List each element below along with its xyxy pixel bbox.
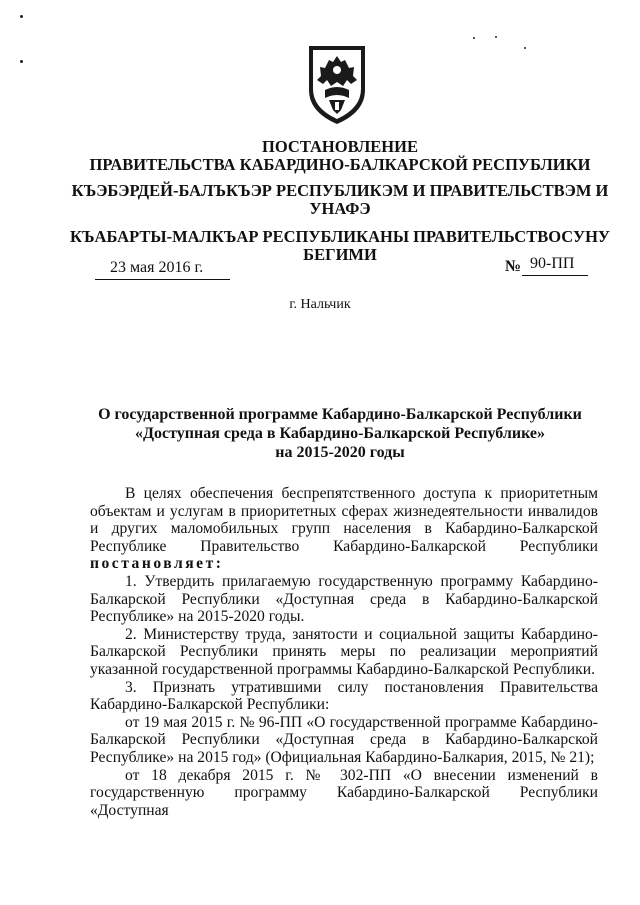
decree-keyword: постановляет: <box>90 555 224 573</box>
decree-title-line1: О государственной программе Кабардино-Балкарской Республики <box>98 406 582 423</box>
clause-2: 2. Министерству труда, занятости и социальной защиты Кабардино-Балкарской Республики принять меры по реализации мероприятий указанной государственной программы Кабардино-Балкарской Республики. <box>90 625 598 678</box>
intro-text: В целях обеспечения беспрепятственного доступа к приоритетным объектам и услугам в приоритетных сферах жизнедеятельности инвалидов и других маломобильных групп населения в Кабардино-Балкарской Республике Правительство Кабардино-Балкарской Республики <box>90 485 598 555</box>
decree-body <box>90 485 598 819</box>
clause-1: 1. Утвердить прилагаемую государственную программу Кабардино-Балкарской Республики «Доступная среда в Кабардино-Балкарской Республике» на 2015-2020 годы. <box>90 572 598 626</box>
government-name: ПРАВИТЕЛЬСТВА КАБАРДИНО-БАЛКАРСКОЙ РЕСПУБЛИКИ <box>89 155 591 174</box>
decree-number: 90-ПП <box>530 255 575 272</box>
balkar-title: КЪАБАРТЫ-МАЛКЪАР РЕСПУБЛИКАНЫ ПРАВИТЕЛЬСТВОСУНУ <box>69 227 611 246</box>
scan-speck <box>20 60 23 63</box>
doc-type-heading: ПОСТАНОВЛЕНИЕ <box>262 137 418 156</box>
intro-paragraph <box>90 485 598 573</box>
kabardian-title-cont: УНАФЭ <box>309 199 371 218</box>
number-sign: № <box>505 258 522 275</box>
scan-speck <box>524 47 526 49</box>
scan-speck <box>20 15 23 18</box>
date-underline <box>95 279 230 280</box>
city-name: г. Нальчик <box>289 297 351 312</box>
scan-speck <box>495 36 497 38</box>
balkar-title-cont: БЕГИМИ <box>303 245 377 264</box>
decree-date: 23 мая 2016 г. <box>110 259 204 276</box>
clause-3-item-2: от 18 декабря 2015 г. № 302-ПП «О внесении изменений в государственную программу Кабардино-Балкарской Республики «Доступная <box>90 766 598 819</box>
coat-of-arms-emblem <box>303 40 371 126</box>
decree-title-line3: на 2015-2020 годы <box>275 444 405 461</box>
number-underline <box>522 275 588 276</box>
clause-3-item-1: от 19 мая 2015 г. № 96-ПП «О государственной программе Кабардино-Балкарской Республики «Доступная среда в Кабардино-Балкарской Республике» на 2015 год» (Официальная Кабардино-Балкария, 2015, № 21); <box>90 713 598 766</box>
scan-speck <box>473 37 475 39</box>
decree-title-line2: «Доступная среда в Кабардино-Балкарской Республике» <box>135 425 545 442</box>
clause-3: 3. Признать утратившими силу постановления Правительства Кабардино-Балкарской Республики: <box>90 678 598 714</box>
kabardian-title: КЪЭБЭРДЕЙ-БАЛЪКЪЭР РЕСПУБЛИКЭМ И ПРАВИТЕЛЬСТВЭМ И <box>71 181 609 200</box>
